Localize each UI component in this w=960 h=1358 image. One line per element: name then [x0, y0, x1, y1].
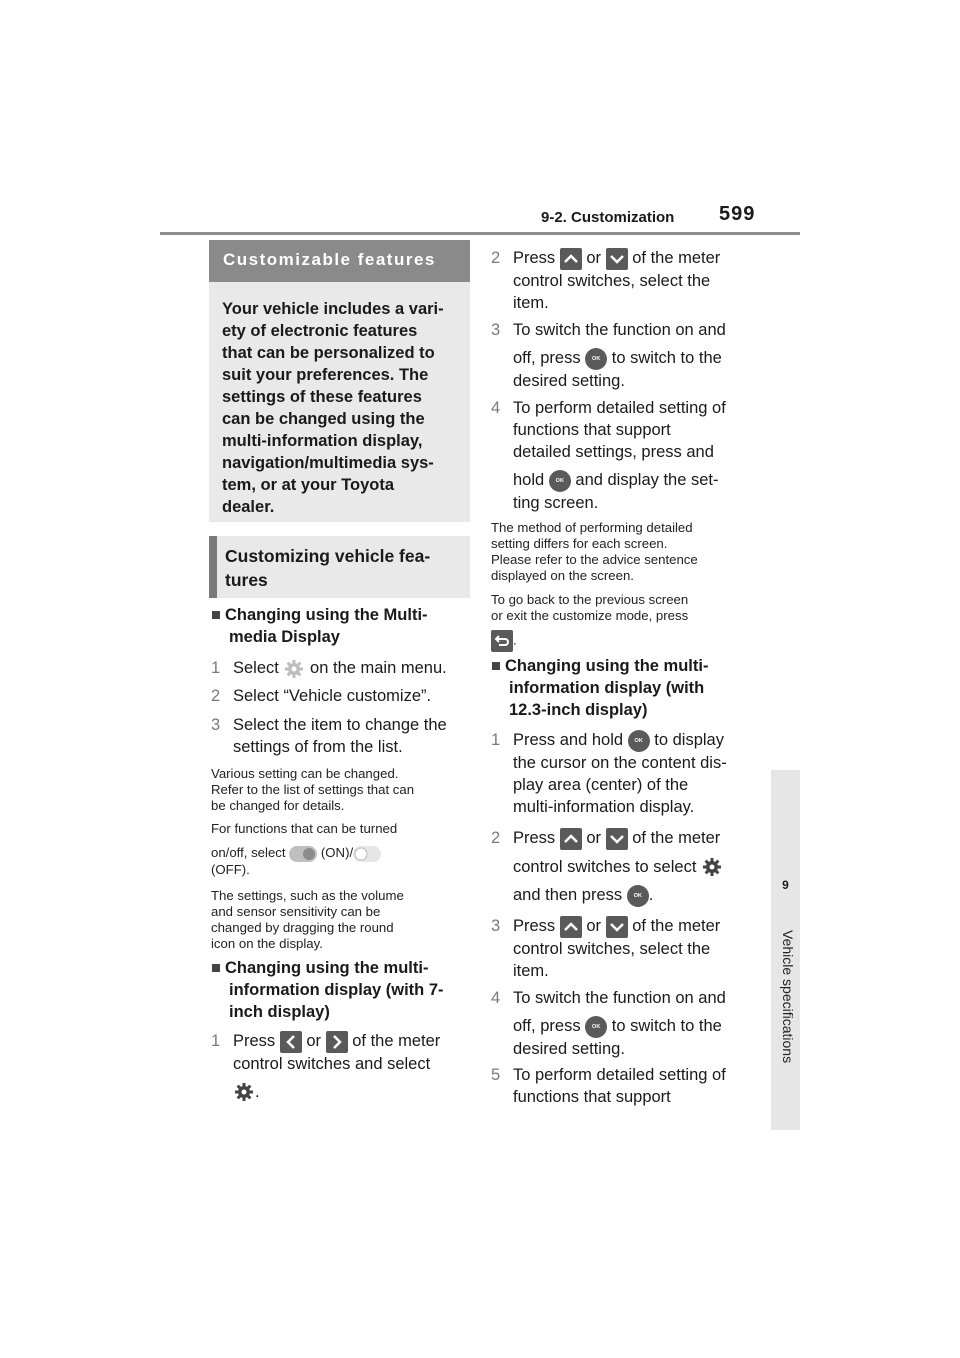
step-line: desired setting.: [513, 371, 625, 390]
step-number: 3: [491, 917, 501, 935]
sub-heading-line: tures: [225, 570, 268, 590]
step-text-part: hold: [513, 471, 545, 489]
back-icon: [491, 630, 513, 652]
step-line: control switches and select: [233, 1054, 431, 1073]
intro-line: Your vehicle includes a vari-: [222, 300, 444, 318]
note-line: The method of performing detailed: [491, 520, 693, 535]
step-line: To perform detailed setting of: [513, 1066, 726, 1084]
step-number: 5: [491, 1066, 501, 1084]
step-text: [513, 827, 753, 907]
step-number: 2: [491, 829, 501, 847]
note-line: The settings, such as the volume: [211, 888, 404, 903]
gear-icon: [283, 658, 305, 680]
step-line: the cursor on the content dis-: [513, 753, 727, 772]
toggle-on-icon: [289, 846, 317, 862]
step-line: play area (center) of the: [513, 775, 689, 794]
mm-step-3: [211, 714, 471, 758]
step-text-part: of the meter: [632, 249, 721, 267]
step-number: 2: [491, 249, 501, 267]
step-line: ting screen.: [513, 493, 599, 512]
step-line: [513, 915, 753, 938]
step-text-part: to display: [654, 731, 724, 749]
step-line: item.: [513, 961, 549, 980]
step-line: [513, 884, 753, 907]
step-line: [513, 729, 753, 752]
step-text: [513, 1064, 753, 1108]
step-text-part: or: [586, 829, 602, 847]
note-line: (OFF).: [211, 861, 250, 877]
step-line: [513, 469, 753, 492]
header-rule: [160, 232, 800, 235]
step-text-part: to switch to the: [611, 349, 722, 367]
mid12-step-3: [491, 915, 753, 981]
note-text: .: [513, 632, 517, 648]
step-text: [233, 714, 447, 758]
step-text-part: on the main menu.: [310, 659, 447, 677]
mid7-title-line: Changing using the multi-: [224, 959, 429, 977]
step-line: To switch the function on and: [513, 989, 726, 1007]
toggle-off-icon: [353, 846, 381, 862]
note-line: or exit the customize mode, press: [491, 608, 689, 623]
step-text: [513, 397, 753, 514]
ok-button-icon: OK: [585, 348, 607, 370]
sub-heading-line: Customizing vehicle fea-: [225, 546, 431, 566]
step-text-part: .: [648, 886, 654, 905]
square-bullet-icon: ■: [211, 959, 221, 977]
chapter-number: 9: [782, 878, 789, 892]
step-line: desired setting.: [513, 1039, 625, 1058]
intro-line: ety of electronic features: [222, 322, 418, 340]
step-text-part: Press: [233, 1032, 276, 1050]
step-text-part: or: [586, 249, 602, 267]
step-text: [233, 657, 447, 680]
note-line: be changed for details.: [211, 798, 345, 813]
intro-line: that can be personalized to: [222, 344, 435, 362]
step-line: functions that support: [513, 1088, 671, 1106]
mid12-title-line: 12.3-inch display): [509, 701, 648, 719]
step-text-part: or: [586, 917, 602, 935]
step-number: 2: [211, 687, 221, 705]
right-arrow-icon: [326, 1031, 348, 1053]
note-line: Various setting can be changed.: [211, 766, 399, 781]
note-line: Please refer to the advice sentence: [491, 552, 698, 567]
step-number: 1: [491, 731, 501, 749]
step-number: 3: [211, 716, 221, 734]
mid7-step-1: [211, 1030, 473, 1110]
section-title: 9-2. Customization: [541, 209, 675, 226]
step-line: functions that support: [513, 421, 671, 439]
mm-note-2: [211, 821, 471, 878]
note-line: displayed on the screen.: [491, 568, 634, 583]
step-line: [233, 1030, 473, 1053]
mid7-step-3: [491, 319, 751, 391]
step-text-part: and display the set-: [575, 471, 719, 489]
step-text: [513, 319, 753, 392]
up-arrow-icon: [560, 916, 582, 938]
intro-line: multi-information display,: [222, 432, 423, 450]
step-line: [513, 247, 753, 270]
mid7-title-line: information display (with 7-: [229, 981, 444, 999]
step-line: control switches, select the: [513, 939, 711, 958]
step-text: [513, 729, 753, 818]
step-line: multi-information display.: [513, 797, 695, 816]
step-text-part: to switch to the: [611, 1017, 722, 1035]
step-line: settings of from the list.: [233, 738, 403, 756]
step-line: [513, 347, 753, 370]
down-arrow-icon: [606, 248, 628, 270]
note-line: [211, 845, 471, 862]
step-text-part: Press: [513, 829, 556, 847]
step-text: [513, 247, 753, 314]
step-text-part: and then press: [513, 886, 623, 905]
mm-note-1: [211, 766, 471, 814]
ok-button-icon: OK: [549, 470, 571, 492]
step-line: detailed settings, press and: [513, 443, 714, 461]
step-text-part: Press: [513, 917, 556, 935]
mid12-title: [491, 655, 753, 721]
mm-title-line: Changing using the Multi-: [224, 606, 428, 624]
right-note-1: [491, 520, 751, 584]
note-line: For functions that can be turned: [211, 821, 398, 836]
mid7-step-2: [491, 247, 751, 313]
note-line: changed by dragging the round: [211, 920, 394, 935]
step-text: [513, 915, 753, 982]
chapter-label: Vehicle specifications: [780, 930, 796, 1064]
step-number: 1: [211, 659, 221, 677]
square-bullet-icon: ■: [491, 657, 501, 675]
right-note-2: [491, 592, 751, 652]
left-arrow-icon: [280, 1031, 302, 1053]
step-text: [513, 987, 753, 1060]
step-text-part: Press: [513, 249, 556, 267]
gear-icon: [701, 856, 723, 878]
square-bullet-icon: ■: [211, 606, 221, 624]
ok-button-icon: OK: [627, 885, 649, 907]
page-number: 599: [719, 203, 756, 225]
note-line: [491, 630, 751, 652]
note-line: Refer to the list of settings that can: [211, 782, 415, 797]
step-text-part: of the meter: [632, 829, 721, 847]
step-text-part: or: [306, 1032, 322, 1050]
intro-line: tem, or at your Toyota: [222, 476, 395, 494]
step-line: [233, 1081, 473, 1104]
ok-button-icon: OK: [628, 730, 650, 752]
mm-step-1: [211, 657, 471, 679]
step-text: Select “Vehicle customize”.: [233, 687, 432, 705]
step-line: item.: [513, 293, 549, 312]
note-line: and sensor sensitivity can be: [211, 904, 381, 919]
mid12-step-4: [491, 987, 753, 1059]
note-text: on/off, select: [211, 845, 286, 860]
mid12-step-5: [491, 1064, 753, 1108]
step-text-part: Press and hold: [513, 731, 624, 749]
section-heading: Customizable features: [209, 240, 470, 282]
intro-line: settings of these features: [222, 388, 422, 406]
mid7-title: [211, 957, 473, 1023]
step-number: 1: [211, 1032, 221, 1050]
up-arrow-icon: [560, 828, 582, 850]
step-text: [233, 1030, 473, 1103]
note-line: setting differs for each screen.: [491, 536, 668, 551]
step-line: [513, 1015, 753, 1038]
mid12-title-line: information display (with: [509, 679, 705, 697]
step-number: 4: [491, 399, 501, 417]
mid12-step-1: [491, 729, 753, 819]
mm-title: [211, 604, 471, 648]
note-line: icon on the display.: [211, 936, 323, 951]
intro-line: dealer.: [222, 498, 275, 516]
step-line: To perform detailed setting of: [513, 399, 726, 417]
step-text-part: control switches to select: [513, 857, 697, 876]
note-text: (ON)/: [320, 845, 354, 860]
mid7-title-line: inch display): [229, 1003, 330, 1021]
mm-title-line: media Display: [229, 628, 340, 646]
mid7-step-4: [491, 397, 751, 513]
step-line: [513, 827, 753, 850]
step-text-part: Select: [233, 659, 279, 677]
step-line: control switches, select the: [513, 271, 711, 290]
step-text-part: of the meter: [632, 917, 721, 935]
step-text-part: off, press: [513, 1017, 581, 1035]
step-text-part: .: [255, 1082, 260, 1101]
gear-icon: [233, 1081, 255, 1103]
step-number: 3: [491, 321, 501, 339]
up-arrow-icon: [560, 248, 582, 270]
down-arrow-icon: [606, 828, 628, 850]
step-line: To switch the function on and: [513, 321, 726, 339]
sub-heading: [209, 536, 470, 598]
down-arrow-icon: [606, 916, 628, 938]
step-number: 4: [491, 989, 501, 1007]
step-text-part: of the meter: [352, 1032, 441, 1050]
step-text-part: off, press: [513, 349, 581, 367]
intro-line: suit your preferences. The: [222, 366, 429, 384]
intro-line: navigation/multimedia sys-: [222, 454, 434, 472]
intro-box: [209, 282, 470, 522]
mm-note-3: [211, 888, 471, 952]
mm-step-2: [211, 685, 471, 707]
intro-line: can be changed using the: [222, 410, 425, 428]
step-line: [513, 856, 753, 879]
mid12-step-2: [491, 827, 753, 911]
ok-button-icon: OK: [585, 1016, 607, 1038]
mid12-title-line: Changing using the multi-: [504, 657, 709, 675]
step-line: Select the item to change the: [233, 716, 447, 734]
note-line: To go back to the previous screen: [491, 592, 689, 607]
